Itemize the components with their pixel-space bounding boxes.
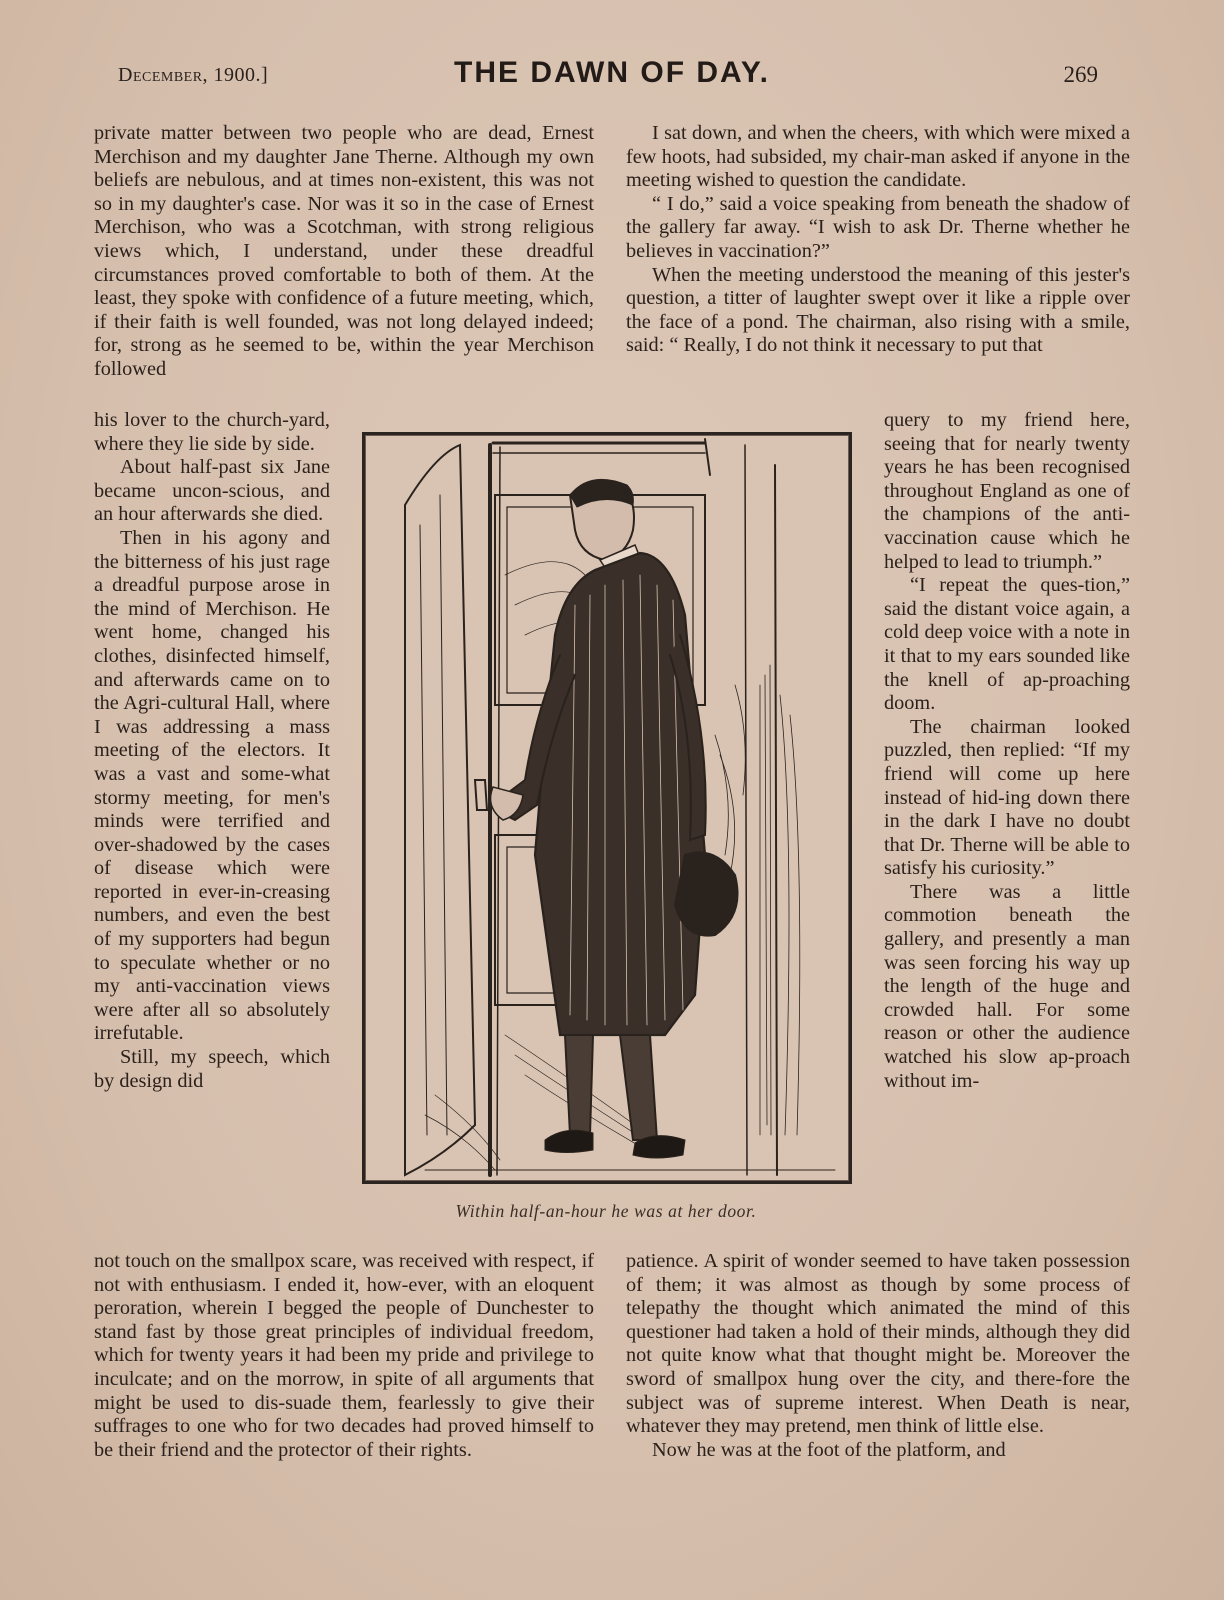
column2-top-text: [626, 122, 1130, 358]
paragraph: About half-past six Jane became uncon-scious, and an hour afterwards she died.: [94, 456, 330, 526]
paragraph: patience. A spirit of wonder seemed to have taken possession of them; it was almost as though by some process of telepathy the thought which animated the mind of this questioner had taken a hold of their minds, although they did not quite know what that thought might be. Moreover the sword of smallpox hung over the city, and there-fore the subject was of supreme interest. When Death is near, whatever they may pretend, men think of little else.: [626, 1250, 1130, 1438]
column2-narrow-text: [884, 409, 1130, 1093]
column1-bottom-text: [94, 1250, 594, 1462]
paragraph: “ I do,” said a voice speaking from beneath the shadow of the gallery far away. “I wish to ask Dr. Therne whether he believes in vaccination?”: [626, 192, 1130, 262]
illustration-caption: Within half-an-hour he was at her door.: [455, 1201, 757, 1221]
paragraph: his lover to the church-yard, where they lie side by side.: [94, 409, 330, 455]
paragraph: query to my friend here, seeing that for nearly twenty years he has been recognised throughout England as one of the champions of the anti-vaccination cause which he helped to lead to triumph.”: [884, 409, 1130, 573]
paragraph: private matter between two people who are dead, Ernest Merchison and my daughter Jane Therne. Although my own beliefs are nebulous, and at times non-existent, this was not so in my daughter's case. Nor was it so in the case of Ernest Merchison, who was a Scotchman, with strong religious views which, I understand, under these dreadful circumstances proved comfortable to both of them. At the least, they spoke with confidence of a future meeting, which, if their faith is well founded, was not long delayed indeed; for, strong as he seemed to be, within the year Merchison followed: [94, 122, 594, 380]
paragraph: When the meeting understood the meaning of this jester's question, a titter of laughter swept over it like a ripple over the face of a pond. The chairman, also rising with a smile, said: “ Really, I do not think it necessary to put that: [626, 263, 1130, 357]
engraving-man-at-door-icon: [365, 435, 849, 1181]
paragraph: Now he was at the foot of the platform, and: [652, 1438, 1006, 1461]
page-number: 269: [1063, 62, 1098, 87]
paragraph: Then in his agony and the bitterness of his just rage a dreadful purpose arose in the mind of Merchison. He went home, changed his clothes, disinfected himself, and afterwards came on to the Agri-cultural Hall, where I was addressing a mass meeting of the electors. It was a vast and some-what stormy meeting, for men's minds were terrified and over-shadowed by the cases of disease which were reported in ever-in-creasing numbers, and even the best of my supporters had begun to speculate whether or no my anti-vaccination views were after all so absolutely irrefutable.: [94, 526, 330, 1045]
magazine-title: THE DAWN OF DAY.: [454, 56, 770, 89]
column2-bottom-text: [626, 1250, 1130, 1462]
column1-top-text: [94, 122, 594, 382]
illustration: [362, 432, 850, 1221]
column1-narrow-text: [94, 409, 330, 1093]
header-date: December, 1900.]: [118, 64, 269, 86]
running-header: [0, 56, 1224, 96]
paragraph: Still, my speech, which by design did: [94, 1046, 330, 1092]
paragraph: not touch on the smallpox scare, was received with respect, if not with enthusiasm. I ended it, how-ever, with an eloquent peroration, wherein I begged the people of Dunchester to stand fast by those great principles of individual freedom, which for twenty years it had been my pride and privilege to inculcate; and on the morrow, in spite of all arguments that might be used to dis-suade them, fearlessly to give their suffrages to one who for two decades had proved himself to be their friend and the protector of their rights.: [94, 1250, 594, 1461]
paragraph: There was a little commotion beneath the gallery, and presently a man was seen forcing his way up the length of the huge and crowded hall. For some reason or other the audience watched his slow ap-proach without im-: [884, 880, 1130, 1092]
paragraph: “I repeat the ques-tion,” said the distant voice again, a cold deep voice with a note in it that to my ears sounded like the knell of ap-proaching doom.: [884, 574, 1130, 715]
paragraph: I sat down, and when the cheers, with which were mixed a few hoots, had subsided, my chair-man asked if anyone in the meeting wished to question the candidate.: [626, 122, 1130, 192]
paragraph: The chairman looked puzzled, then replied: “If my friend will come up here instead of hid-ing down there in the dark I have no doubt that Dr. Therne will be able to satisfy his curiosity.”: [884, 715, 1130, 880]
illustration-frame: [362, 432, 852, 1184]
